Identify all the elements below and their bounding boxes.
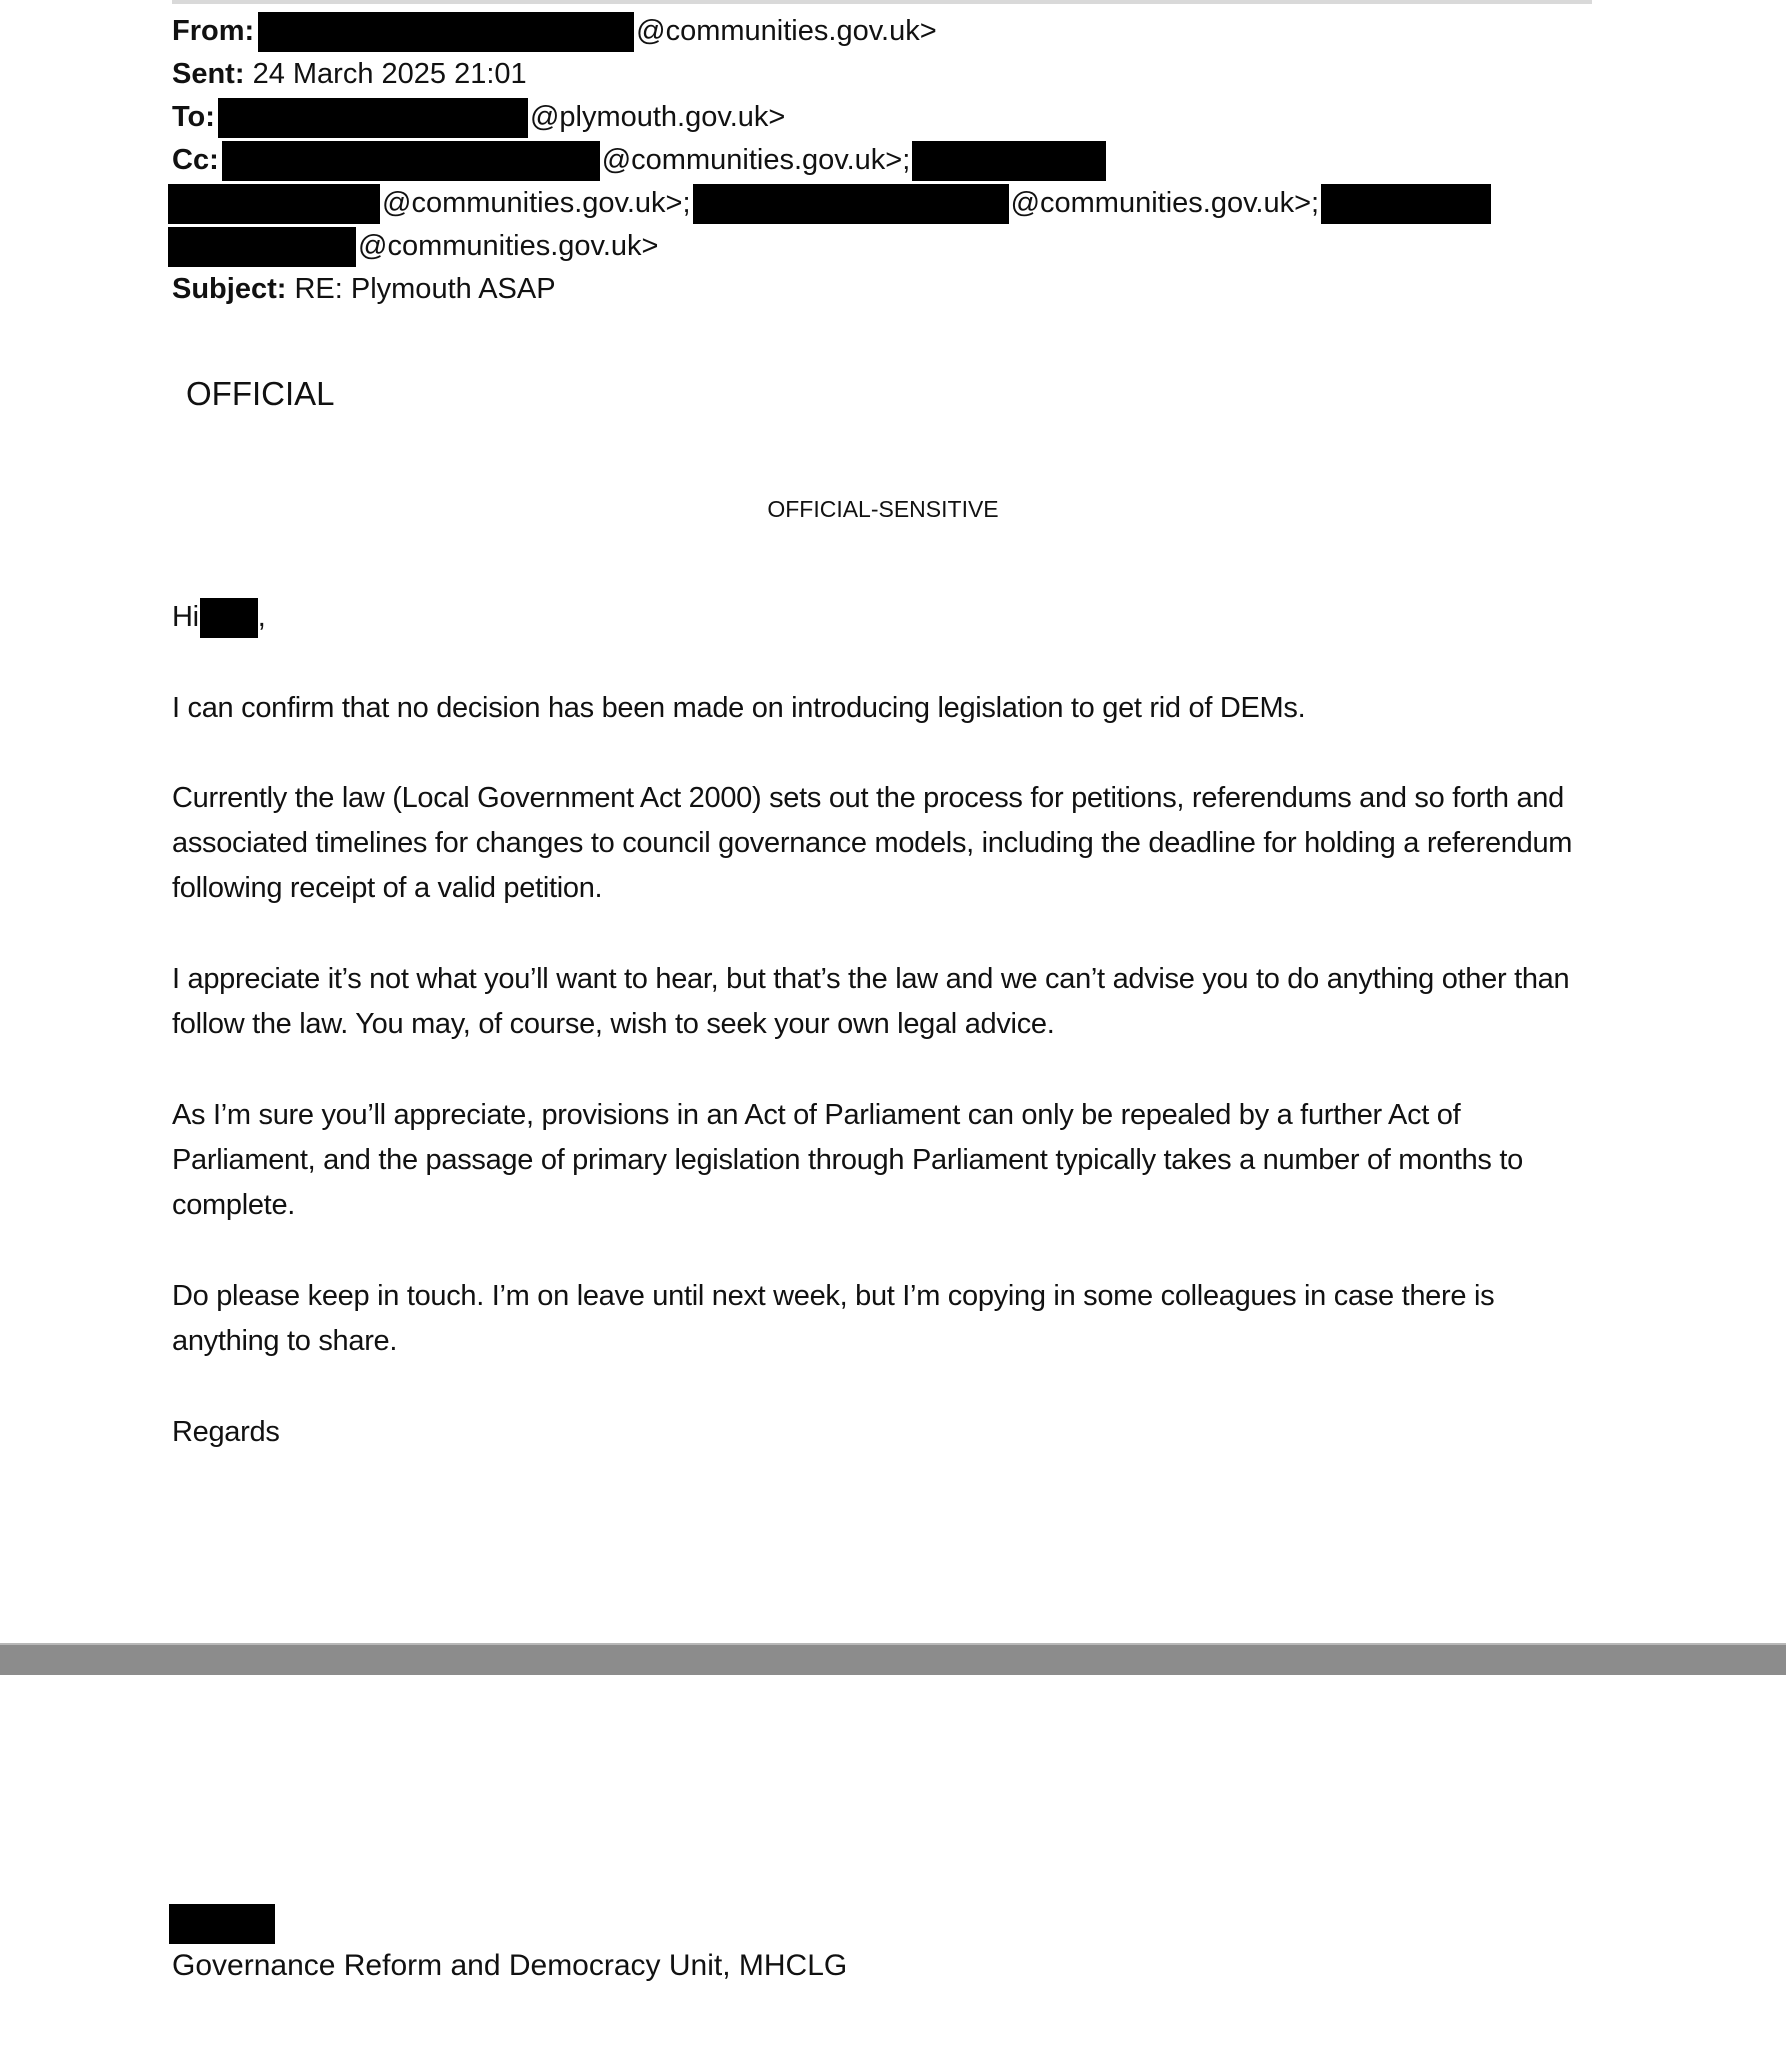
redacted-block: [1321, 184, 1491, 224]
cc-line-3: [168, 226, 659, 267]
redacted-block: [168, 184, 380, 224]
redacted-block: [218, 98, 528, 138]
signature-unit: Governance Reform and Democracy Unit, MHCLG: [172, 1949, 848, 1982]
redacted-block: [693, 184, 1009, 224]
from-label: From:: [172, 15, 255, 47]
classification-sensitive-marking: OFFICIAL-SENSITIVE: [767, 496, 999, 522]
sent-value: 24 March 2025 21:01: [252, 58, 527, 90]
sent-label: Sent:: [172, 58, 245, 90]
body-paragraph-4: As I’m sure you’ll appreciate, provisions in an Act of Parliament can only be repealed by a further Act of Parliament, and the passage of primary legislation through Parliament typically takes a number of months to complete.: [172, 1099, 1523, 1221]
greeting-suffix: ,: [257, 601, 266, 633]
cc-line-1: [172, 140, 1106, 181]
redacted-block: [168, 227, 356, 267]
redacted-block: [258, 12, 634, 52]
redacted-block: [200, 598, 258, 638]
to-label: To:: [172, 101, 215, 133]
redacted-signature-name: [169, 1904, 275, 1944]
greeting-prefix: Hi: [172, 601, 199, 633]
top-rule: [172, 0, 1592, 4]
subject-value: RE: Plymouth ASAP: [294, 273, 556, 305]
cc-line2-value-b: @communities.gov.uk>;: [1010, 187, 1320, 219]
to-line: [172, 97, 785, 138]
subject-line: [172, 269, 556, 309]
sent-line: [172, 54, 527, 94]
subject-label: Subject:: [172, 273, 287, 305]
body-paragraph-5: Do please keep in touch. I’m on leave until next week, but I’m copying in some colleagues in case there is anything to share.: [172, 1280, 1495, 1357]
from-line: [172, 11, 937, 52]
cc-label: Cc:: [172, 144, 219, 176]
body-paragraph-3: I appreciate it’s not what you’ll want to hear, but that’s the law and we can’t advise you to do anything other than follow the law. You may, of course, wish to seek your own legal advice.: [172, 963, 1570, 1040]
redacted-block: [912, 141, 1106, 181]
greeting: [172, 595, 1592, 640]
page-break-bar: [0, 1643, 1786, 1675]
cc-line2-value-a: @communities.gov.uk>;: [382, 187, 691, 219]
cc-line3-value: @communities.gov.uk>: [358, 230, 659, 262]
from-value: @communities.gov.uk>: [636, 15, 937, 47]
cc-line1-value: @communities.gov.uk>;: [601, 144, 911, 176]
cc-line-2: [168, 183, 1491, 224]
closing: Regards: [172, 1416, 280, 1448]
to-value: @plymouth.gov.uk>: [529, 101, 786, 133]
classification-marking: OFFICIAL: [186, 375, 335, 412]
body-paragraph-2: Currently the law (Local Government Act 2000) sets out the process for petitions, referendums and so forth and associated timelines for changes to council governance models, including the deadline for holding a referendum following receipt of a valid petition.: [172, 782, 1573, 904]
body-paragraph-1: I can confirm that no decision has been made on introducing legislation to get rid of DEMs.: [172, 692, 1306, 724]
redacted-block: [222, 141, 600, 181]
